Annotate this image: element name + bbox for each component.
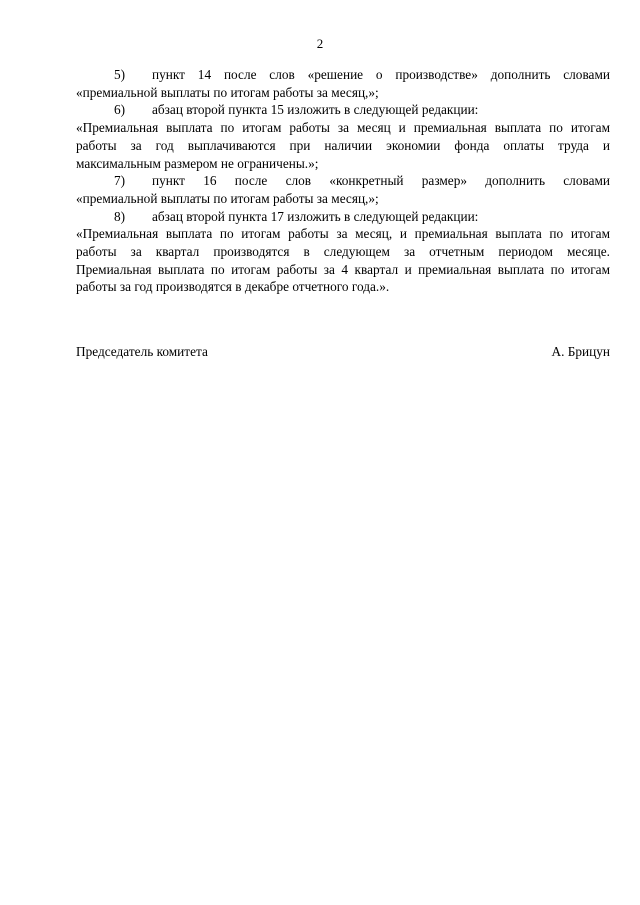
item-text: пункт 14 после слов «решение о производстве» дополнить словами [152, 67, 610, 82]
signatory-position: Председатель комитета [76, 344, 208, 359]
quote-line: максимальным размером не ограничены.»; [76, 155, 319, 171]
quote-line: работы за квартал производятся в следующем за отчетным периодом месяце. [76, 244, 610, 260]
item-number: 7) [114, 173, 126, 189]
signatory-name: А. Брицун [551, 344, 610, 359]
document-body [76, 66, 610, 296]
quote-line: Премиальная выплата по итогам работы за 4 квартал и премиальная выплата по итогам [76, 261, 610, 277]
item-continuation: «премиальной выплаты по итогам работы за месяц,»; [76, 190, 379, 206]
item-number: 5) [114, 67, 126, 82]
list-item-5 [76, 66, 610, 84]
item-text: пункт 16 после слов «конкретный размер» дополнить словами [152, 173, 610, 189]
quote-line: работы за год производятся в декабре отчетного года.». [76, 279, 390, 295]
item-text: абзац второй пункта 15 изложить в следующей редакции: [152, 102, 479, 118]
list-item-7 [76, 172, 610, 190]
quote-line: «Премиальная выплата по итогам работы за месяц и премиальная выплата по итогам [76, 120, 610, 136]
item-text: абзац второй пункта 17 изложить в следующей редакции: [152, 208, 479, 224]
item-number: 8) [114, 208, 126, 224]
item-continuation: «премиальной выплаты по итогам работы за месяц,»; [76, 84, 379, 100]
quote-line: работы за год выплачиваются при наличии экономии фонда оплаты труда и [76, 137, 610, 153]
page-number: 2 [316, 36, 324, 51]
list-item-8 [76, 208, 610, 226]
item-number: 6) [114, 102, 126, 118]
quote-line: «Премиальная выплата по итогам работы за месяц, и премиальная выплата по итогам [76, 226, 610, 242]
list-item-6 [76, 101, 610, 119]
signature-block [76, 343, 610, 361]
